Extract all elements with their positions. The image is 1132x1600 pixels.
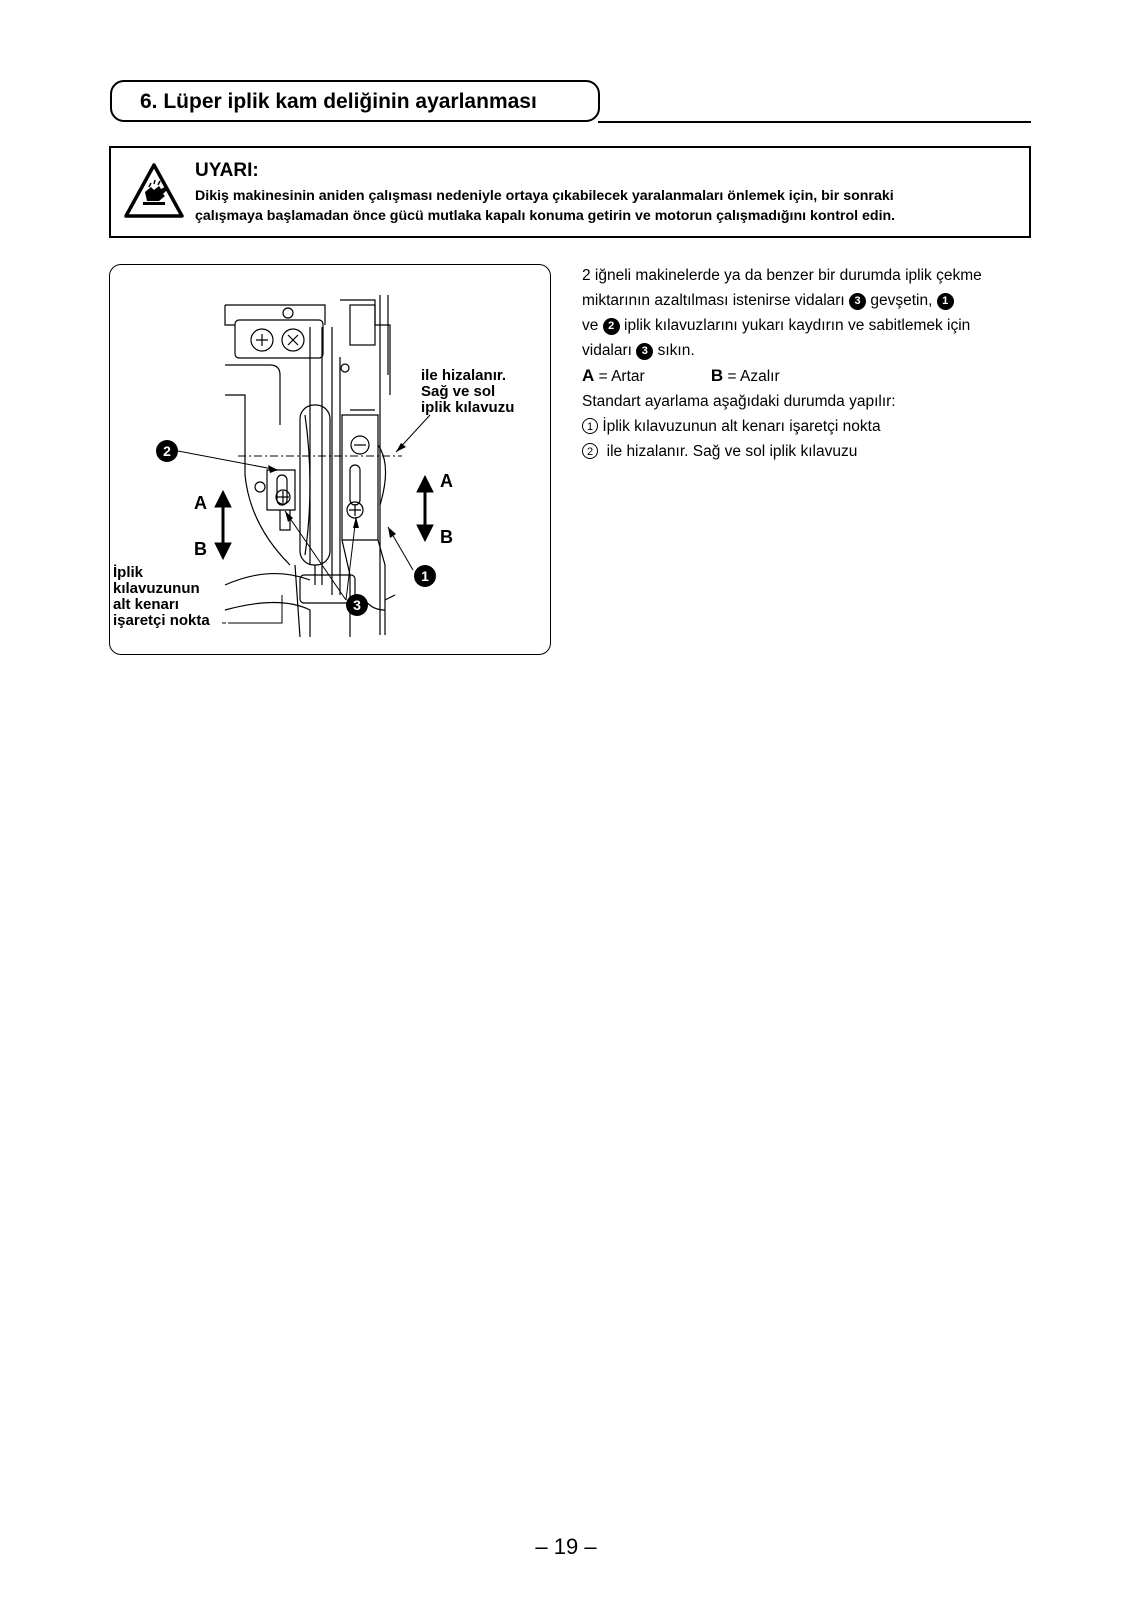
figure-mark-b-right: B	[440, 527, 453, 547]
legend-a-key: A	[582, 366, 595, 385]
ref-callout-1: 1	[937, 293, 954, 310]
item-2	[582, 439, 1032, 464]
para1-line2	[582, 288, 1032, 313]
figure-label-right-line-1: ile hizalanır.	[421, 367, 507, 384]
figure-label-left-line-4: işaretçi nokta	[113, 612, 210, 629]
figure-label-right	[421, 368, 514, 416]
para2: Standart ayarlama aşağıdaki durumda yapılır:	[582, 393, 896, 410]
figure-callout-3: 3	[346, 594, 368, 616]
para1-line2-text-a: miktarının azaltılması istenirse vidaları	[582, 292, 845, 309]
para1-line4	[582, 338, 1032, 363]
figure-label-right-line-2: Sağ ve sol	[421, 383, 496, 400]
warning-line-2: çalışmaya başlamadan önce gücü mutlaka kapalı konuma getirin ve motorun çalışmadığını kontrol edin.	[195, 208, 896, 224]
figure-label-left-line-2: kılavuzunun	[113, 580, 200, 597]
para1-line1: 2 iğneli makinelerde ya da benzer bir durumda iplik çekme	[582, 267, 982, 284]
legend-b-value: = Azalır	[727, 368, 780, 385]
para1-line2-text-b: gevşetin,	[870, 292, 933, 309]
item-1-number: 1	[582, 418, 598, 434]
thread-guide-figure	[109, 264, 551, 655]
warning-line-1: Dikiş makinesinin aniden çalışması nedeniyle ortaya çıkabilecek yaralanmaları önlemek için, bir sonraki	[195, 188, 894, 204]
figure-callout-2: 2	[156, 440, 178, 462]
item-1-text: İplik kılavuzunun alt kenarı işaretçi nokta	[602, 418, 881, 435]
figure-mark-a-left: A	[194, 493, 207, 513]
item-1	[582, 414, 1032, 439]
para1-line3-text-a: ve	[582, 317, 599, 334]
warning-text	[195, 186, 1023, 226]
ref-callout-3b: 3	[636, 343, 653, 360]
section-title: 6. Lüper iplik kam deliğinin ayarlanması	[140, 90, 537, 113]
figure-label-right-line-3: iplik kılavuzu	[421, 399, 515, 416]
para1-line4-text-a: vidaları	[582, 342, 632, 359]
ref-callout-3: 3	[849, 293, 866, 310]
figure-mark-b-left: B	[194, 539, 207, 559]
para1-line3	[582, 313, 1032, 338]
ref-callout-2: 2	[603, 318, 620, 335]
legend-b-key: B	[710, 366, 724, 385]
legend-ab	[582, 363, 1032, 389]
figure-label-left-line-1: İplik	[113, 564, 144, 581]
hand-crush-warning-icon	[123, 162, 185, 220]
para1-line3-text-b: iplik kılavuzlarını yukarı kaydırın ve sabitlemek için	[624, 317, 971, 334]
instruction-text	[582, 263, 1032, 464]
para1-line4-text-b: sıkın.	[657, 342, 695, 359]
section-header	[110, 80, 600, 122]
section-rule	[598, 121, 1031, 123]
page-number: – 19 –	[535, 1534, 597, 1559]
item-2-text: ile hizalanır. Sağ ve sol iplik kılavuzu	[606, 443, 858, 460]
item-2-number: 2	[582, 443, 598, 459]
figure-mark-a-right: A	[440, 471, 453, 491]
warning-box	[109, 146, 1031, 238]
figure-label-left	[113, 565, 210, 629]
figure-callout-1: 1	[414, 565, 436, 587]
warning-heading: UYARI:	[195, 160, 259, 181]
figure-label-left-line-3: alt kenarı	[113, 596, 179, 613]
legend-a-value: = Artar	[598, 368, 645, 385]
